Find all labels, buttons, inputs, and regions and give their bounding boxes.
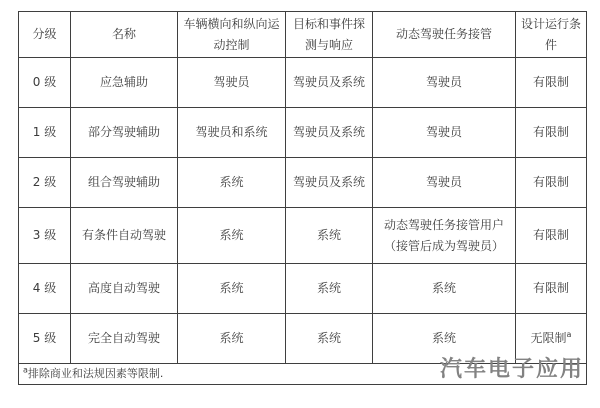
column-header-takeover: 动态驾驶任务接管 — [373, 12, 516, 58]
table-cell: 系统 — [286, 208, 373, 264]
table-cell: 有条件自动驾驶 — [71, 208, 178, 264]
table-cell: 系统 — [178, 264, 286, 314]
table-cell: 完全自动驾驶 — [71, 314, 178, 364]
table-cell: 动态驾驶任务接管用户（接管后成为驾驶员） — [373, 208, 516, 264]
table-cell: 部分驾驶辅助 — [71, 108, 178, 158]
table-cell: 有限制 — [516, 108, 587, 158]
table-cell: 0 级 — [19, 58, 71, 108]
table-cell: 系统 — [178, 314, 286, 364]
table-cell: 系统 — [178, 208, 286, 264]
table-cell: 驾驶员及系统 — [286, 58, 373, 108]
column-header-design-condition: 设计运行条件 — [516, 12, 587, 58]
cell-text: 无限制 — [530, 331, 567, 346]
table-row-level-4 — [19, 264, 587, 314]
table-row-level-2 — [19, 158, 587, 208]
column-header-name: 名称 — [71, 12, 178, 58]
table-cell: 系统 — [373, 314, 516, 364]
column-header-detection: 目标和事件探测与响应 — [286, 12, 373, 58]
table-cell: 驾驶员 — [373, 108, 516, 158]
column-header-motion-control: 车辆横向和纵向运动控制 — [178, 12, 286, 58]
table-cell: 系统 — [178, 158, 286, 208]
table-cell: 系统 — [286, 264, 373, 314]
table-cell: 系统 — [373, 264, 516, 314]
table-cell: 有限制 — [516, 208, 587, 264]
table-row-level-3 — [19, 208, 587, 264]
table-cell: 驾驶员 — [373, 158, 516, 208]
column-header-level: 分级 — [19, 12, 71, 58]
table-cell: 有限制 — [516, 158, 587, 208]
table-cell: 2 级 — [19, 158, 71, 208]
table-cell: 有限制 — [516, 264, 587, 314]
table-cell: 3 级 — [19, 208, 71, 264]
table-cell: 驾驶员及系统 — [286, 158, 373, 208]
table-cell: 高度自动驾驶 — [71, 264, 178, 314]
table-cell: 组合驾驶辅助 — [71, 158, 178, 208]
table-cell: 5 级 — [19, 314, 71, 364]
table-cell: 驾驶员 — [373, 58, 516, 108]
table-cell: 1 级 — [19, 108, 71, 158]
watermark-text: 汽车电子应用 — [439, 357, 584, 382]
table-cell: 4 级 — [19, 264, 71, 314]
table-cell: 系统 — [286, 314, 373, 364]
driving-automation-levels-table — [18, 11, 587, 385]
footnote-text: 排除商业和法规因素等限制. — [27, 366, 164, 380]
table-cell: 有限制 — [516, 58, 587, 108]
table-cell: 应急辅助 — [71, 58, 178, 108]
table-cell: 驾驶员和系统 — [178, 108, 286, 158]
table-header-row — [19, 12, 587, 58]
table-cell: 驾驶员及系统 — [286, 108, 373, 158]
table-row-level-0 — [19, 58, 587, 108]
table-cell: 驾驶员 — [178, 58, 286, 108]
footnote-superscript-marker: a — [566, 330, 572, 340]
table-row-level-1 — [19, 108, 587, 158]
footnote-superscript-marker: a — [23, 365, 28, 375]
